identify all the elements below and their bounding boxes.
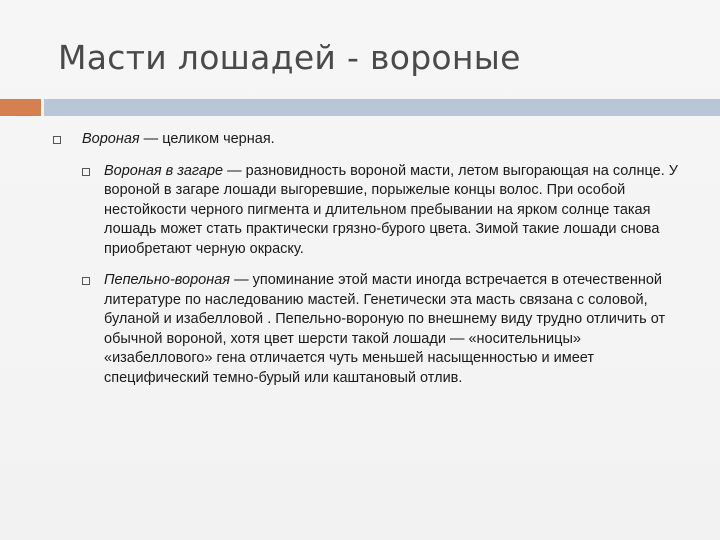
sub-bullet-text: — упоминание этой масти иногда встречается в отечественной литературе по наследованию мастей. Генетически эта масть связана с соловой, буланой и изабелловой . Пепельно-вороную по внешнему виду трудно отличить от обычной вороной, хотя цвет шерсти такой лошади — «носительницы» «изабеллового» гена отличается чуть меньшей насыщенностью и имеет специфический темно-бурый или каштановый отлив. <box>104 272 666 386</box>
bullet-item <box>52 130 692 150</box>
bullet-term: Вороная <box>82 131 140 147</box>
sub-bullet-item <box>82 162 684 260</box>
title-underline-bar <box>44 99 720 116</box>
square-bullet-icon <box>82 277 90 285</box>
square-bullet-icon <box>53 136 61 144</box>
sub-bullet-text: — разновидность вороной масти, летом выгорающая на солнце. У вороной в загаре лошади выгоревшие, порыжелые концы волос. При особой нестойкости черного пигмента и длительном пребывании на ярком солнце такая лошадь может стать практически грязно-бурого цвета. Зимой такие лошади снова приобретают черную окраску. <box>104 162 678 257</box>
square-bullet-icon <box>82 168 90 176</box>
sub-bullet-term: Вороная в загаре <box>104 162 224 179</box>
title-accent-bar <box>0 99 41 116</box>
sub-bullet-term: Пепельно-вороная <box>104 272 231 288</box>
sub-bullet-item <box>82 271 684 388</box>
bullet-list <box>52 130 692 388</box>
slide-title: Масти лошадей - вороные <box>58 38 521 77</box>
bullet-text: — целиком черная. <box>139 131 275 147</box>
